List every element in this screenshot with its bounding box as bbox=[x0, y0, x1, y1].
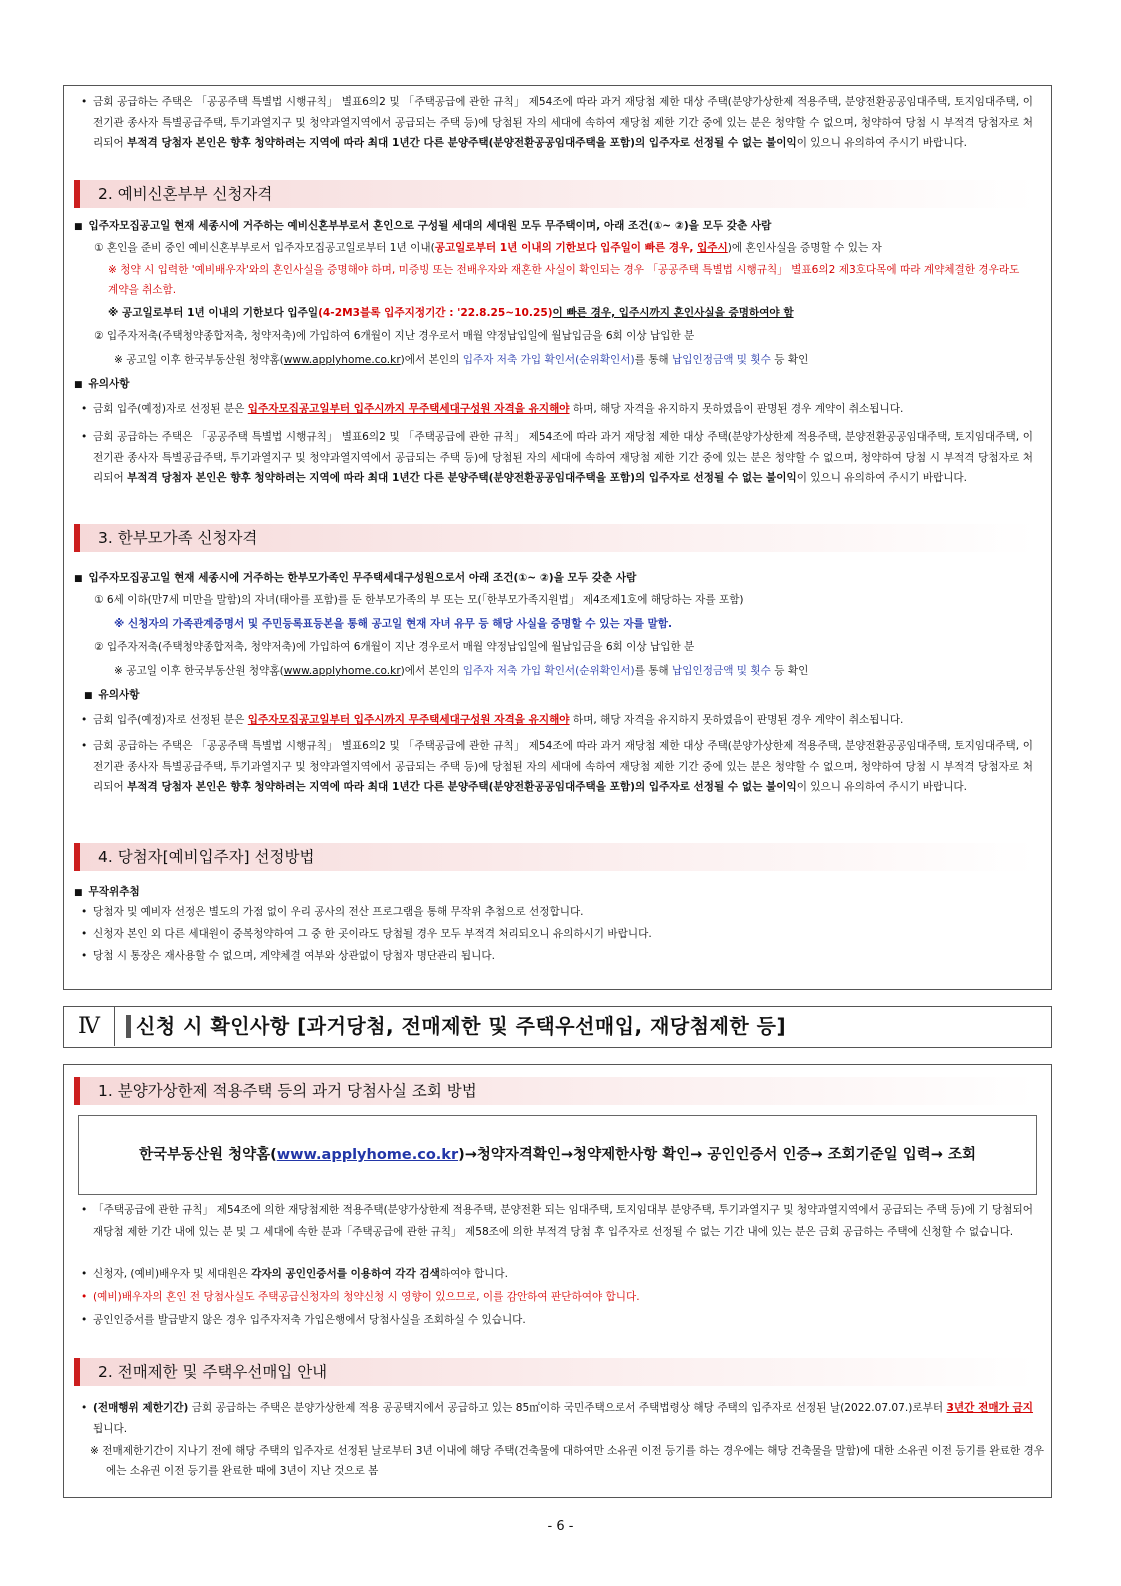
lookup-path-box: 한국부동산원 청약홈(www.applyhome.co.kr)→청약자격확인→청약제한사항 확인→ 공인인증서 인증→ 조회기준일 입력→ 조회 bbox=[78, 1115, 1037, 1195]
lottery-item-3: • 당첨 시 통장은 재사용할 수 없으며, 계약체결 여부와 상관없이 당첨자 명단관리 됩니다. bbox=[81, 946, 1033, 967]
page-number: - 6 - bbox=[547, 1519, 574, 1534]
note-family-docs: ※ 신청자의 가족관계증명서 및 주민등록표등본을 통해 공고일 현재 자녀 유무 등 해당 사실을 증명할 수 있는 자를 말함. bbox=[114, 618, 672, 630]
section-box-eligibility bbox=[63, 85, 1052, 990]
resale-item-1: • (전매행위 제한기간) 금회 공급하는 주택은 분양가상한제 적용 공공택지에서 공급하고 있는 85㎡이하 국민주택으로서 주택법령상 해당 주택의 입주자로 선정된 날(2022.07.07.)로부터 3년간 전매가 금지됩니다. bbox=[81, 1398, 1033, 1439]
condition-1: ① 6세 이하(만7세 미만을 말함)의 자녀(태아를 포함)를 둔 한부모가족의 부 또는 모(「한부모가족지원법」 제4조제1호에 해당하는 자를 포함) bbox=[94, 594, 744, 606]
lookup-item-4: • 공인인증서를 발급받지 않은 경우 입주자저축 가입은행에서 당첨사실을 조회하실 수 있습니다. bbox=[81, 1310, 1033, 1331]
note-marriage-proof: ※ 청약 시 입력한 '예비배우자'와의 혼인사실을 증명해야 하며, 미증빙 또는 전배우자와 재혼한 사실이 확인되는 경우 「공공주택 특별법 시행규칙」 별표6의2 제3호다목에 따라 계약체결한 경우라도 계약을 취소함. bbox=[108, 264, 1020, 296]
lottery-item-1: • 당첨자 및 예비자 선정은 별도의 가점 없이 우리 공사의 전산 프로그램을 통해 무작위 추첨으로 선정합니다. bbox=[81, 902, 1033, 923]
resale-note: ※ 전매제한기간이 지나기 전에 해당 주택의 입주자로 선정된 날로부터 3년 이내에 해당 주택(건축물에 대하여만 소유권 이전 등기를 하는 경우에는 해당 건축물을 말함)에 대한 소유권 이전 등기를 완료한 경우에는 소유권 이전 등기를 완료한 때에 3년이 지난 것으로 봄 bbox=[90, 1445, 1044, 1477]
chapter-numeral: Ⅳ bbox=[64, 1007, 115, 1046]
section-title-single-parent: 3. 한부모가족 신청자격 bbox=[74, 524, 1036, 552]
section-box-checks bbox=[63, 1064, 1052, 1498]
section-title-past-wins-lookup: 1. 분양가상한제 적용주택 등의 과거 당첨사실 조회 방법 bbox=[74, 1077, 1036, 1105]
condition-2: ② 입주자저축(주택청약종합저축, 청약저축)에 가입하여 6개월이 지난 경우로서 매월 약정납입일에 월납입금을 6회 이상 납입한 분 bbox=[94, 641, 695, 653]
lottery-item-2: • 신청자 본인 외 다른 세대원이 중복청약하여 그 중 한 곳이라도 당첨될 경우 모두 부적격 처리되오니 유의하시기 바랍니다. bbox=[81, 924, 1033, 945]
condition-1: ① 혼인을 준비 중인 예비신혼부부로서 입주자모집공고일로부터 1년 이내(공고일로부터 1년 이내의 기한보다 입주일이 빠른 경우, 입주시)에 혼인사실을 증명할 수 있는 자 bbox=[94, 242, 882, 254]
section-title-prospective-newlyweds: 2. 예비신혼부부 신청자격 bbox=[74, 180, 1036, 208]
applyhome-link[interactable]: www.applyhome.co.kr bbox=[276, 1147, 459, 1163]
applyhome-link[interactable]: www.applyhome.co.kr bbox=[283, 354, 401, 366]
lookup-item-1: • 「주택공급에 관한 규칙」 제54조에 의한 재당첨제한 적용주택(분양가상한제 적용주택, 분양전환 되는 임대주택, 토지임대부 분양주택, 투기과열지구 및 청약과열지역에서 공급되는 주택 등)에 기 당첨되어 재당첨 제한 기간 내에 있는 분 및 그 세대에 속한 분과「주택공급에 관한 규칙」 제58조에 의한 부적격 당첨 후 입주자로 선정될 수 없는 기간 내에 있는 분은 금회 공급하는 주택에 신청할 수 없습니다. bbox=[81, 1199, 1033, 1243]
intro-notice: • 금회 공급하는 주택은 「공공주택 특별법 시행규칙」 별표6의2 및 「주택공급에 관한 규칙」 제54조에 따라 과거 재당첨 제한 대상 주택(분양가상한제 적용주택, 분양전환공공임대주택, 토지임대주택, 이전기관 종사자 특별공급주택, 투기과열지구 및 청약과열지역에서 공급되는 주택 등)에 당첨된 자의 세대에 속하여 재당첨 제한 기간 중에 있는 분은 청약할 수 없으며, 청약하여 당첨 시 부적격 당첨자로 처리되어 부적격 당첨자 본인은 향후 청약하려는 지역에 따라 최대 1년간 다른 분양주택(분양전환공공임대주택을 포함)의 입주자로 선정될 수 없는 불이익이 있으니 유의하여 주시기 바랍니다. bbox=[81, 92, 1033, 154]
chapter-title: 신청 시 확인사항 [과거당첨, 전매제한 및 주택우선매입, 재당첨제한 등] bbox=[136, 1014, 787, 1038]
caution-item-2: • 금회 공급하는 주택은 「공공주택 특별법 시행규칙」 별표6의2 및 「주택공급에 관한 규칙」 제54조에 따라 과거 재당첨 제한 대상 주택(분양가상한제 적용주택, 분양전환공공임대주택, 토지임대주택, 이전기관 종사자 특별공급주택, 투기과열지구 및 청약과열지역에서 공급되는 주택 등)에 당첨된 자의 세대에 속하여 재당첨 제한 기간 중에 있는 분은 청약할 수 없으며, 청약하여 당첨 시 부적격 당첨자로 처리되어 부적격 당첨자 본인은 향후 청약하려는 지역에 따라 최대 1년간 다른 분양주택(분양전환공공임대주택을 포함)의 입주자로 선정될 수 없는 불이익이 있으니 유의하여 주시기 바랍니다. bbox=[81, 736, 1033, 798]
caution-item-1: • 금회 입주(예정)자로 선정된 분은 입주자모집공고일부터 입주시까지 무주택세대구성원 자격을 유지해야 하며, 해당 자격을 유지하지 못하였음이 판명된 경우 계약이 취소됩니다. bbox=[81, 399, 1033, 420]
caution-heading: ■ 유의사항 bbox=[84, 685, 139, 706]
eligibility-heading: ■ 입주자모집공고일 현재 세종시에 거주하는 한부모가족인 무주택세대구성원으로서 아래 조건(①~ ②)을 모두 갖춘 사람 bbox=[74, 568, 636, 589]
lookup-item-2: • 신청자, (예비)배우자 및 세대원은 각자의 공인인증서를 이용하여 각각 검색하여야 합니다. bbox=[81, 1264, 1033, 1285]
lottery-heading: ■ 무작위추첨 bbox=[74, 882, 140, 903]
note-move-in-period: ※ 공고일로부터 1년 이내의 기한보다 입주일(4-2M3블록 입주지정기간 : '22.8.25~10.25)이 빠른 경우, 입주시까지 혼인사실을 증명하여야 함 bbox=[108, 307, 794, 319]
note-savings-check: ※ 공고일 이후 한국부동산원 청약홈(www.applyhome.co.kr)에서 본인의 입주자 저축 가입 확인서(순위확인서)를 통해 납입인정금액 및 횟수 등 확인 bbox=[114, 354, 809, 366]
chapter-header bbox=[63, 1006, 1052, 1048]
condition-2: ② 입주자저축(주택청약종합저축, 청약저축)에 가입하여 6개월이 지난 경우로서 매월 약정납입일에 월납입금을 6회 이상 납입한 분 bbox=[94, 330, 695, 342]
applyhome-link[interactable]: www.applyhome.co.kr bbox=[283, 665, 401, 677]
chapter-divider bbox=[126, 1015, 131, 1038]
caution-heading: ■ 유의사항 bbox=[74, 374, 129, 395]
note-savings-check: ※ 공고일 이후 한국부동산원 청약홈(www.applyhome.co.kr)에서 본인의 입주자 저축 가입 확인서(순위확인서)를 통해 납입인정금액 및 횟수 등 확인 bbox=[114, 665, 809, 677]
section-title-resale-restriction: 2. 전매제한 및 주택우선매입 안내 bbox=[74, 1358, 1036, 1386]
eligibility-heading: ■ 입주자모집공고일 현재 세종시에 거주하는 예비신혼부부로서 혼인으로 구성될 세대의 세대원 모두 무주택이며, 아래 조건(①~ ②)을 모두 갖춘 사람 bbox=[74, 216, 771, 237]
caution-item-1: • 금회 입주(예정)자로 선정된 분은 입주자모집공고일부터 입주시까지 무주택세대구성원 자격을 유지해야 하며, 해당 자격을 유지하지 못하였음이 판명된 경우 계약이 취소됩니다. bbox=[81, 710, 1033, 731]
caution-item-2: • 금회 공급하는 주택은 「공공주택 특별법 시행규칙」 별표6의2 및 「주택공급에 관한 규칙」 제54조에 따라 과거 재당첨 제한 대상 주택(분양가상한제 적용주택, 분양전환공공임대주택, 토지임대주택, 이전기관 종사자 특별공급주택, 투기과열지구 및 청약과열지역에서 공급되는 주택 등)에 당첨된 자의 세대에 속하여 재당첨 제한 기간 중에 있는 분은 청약할 수 없으며, 청약하여 당첨 시 부적격 당첨자로 처리되어 부적격 당첨자 본인은 향후 청약하려는 지역에 따라 최대 1년간 다른 분양주택(분양전환공공임대주택을 포함)의 입주자로 선정될 수 없는 불이익이 있으니 유의하여 주시기 바랍니다. bbox=[81, 427, 1033, 489]
lookup-item-3: • (예비)배우자의 혼인 전 당첨사실도 주택공급신청자의 청약신청 시 영향이 있으므로, 이를 감안하여 판단하여야 합니다. bbox=[81, 1287, 1033, 1308]
section-title-winner-selection: 4. 당첨자[예비입주자] 선정방법 bbox=[74, 843, 1036, 871]
